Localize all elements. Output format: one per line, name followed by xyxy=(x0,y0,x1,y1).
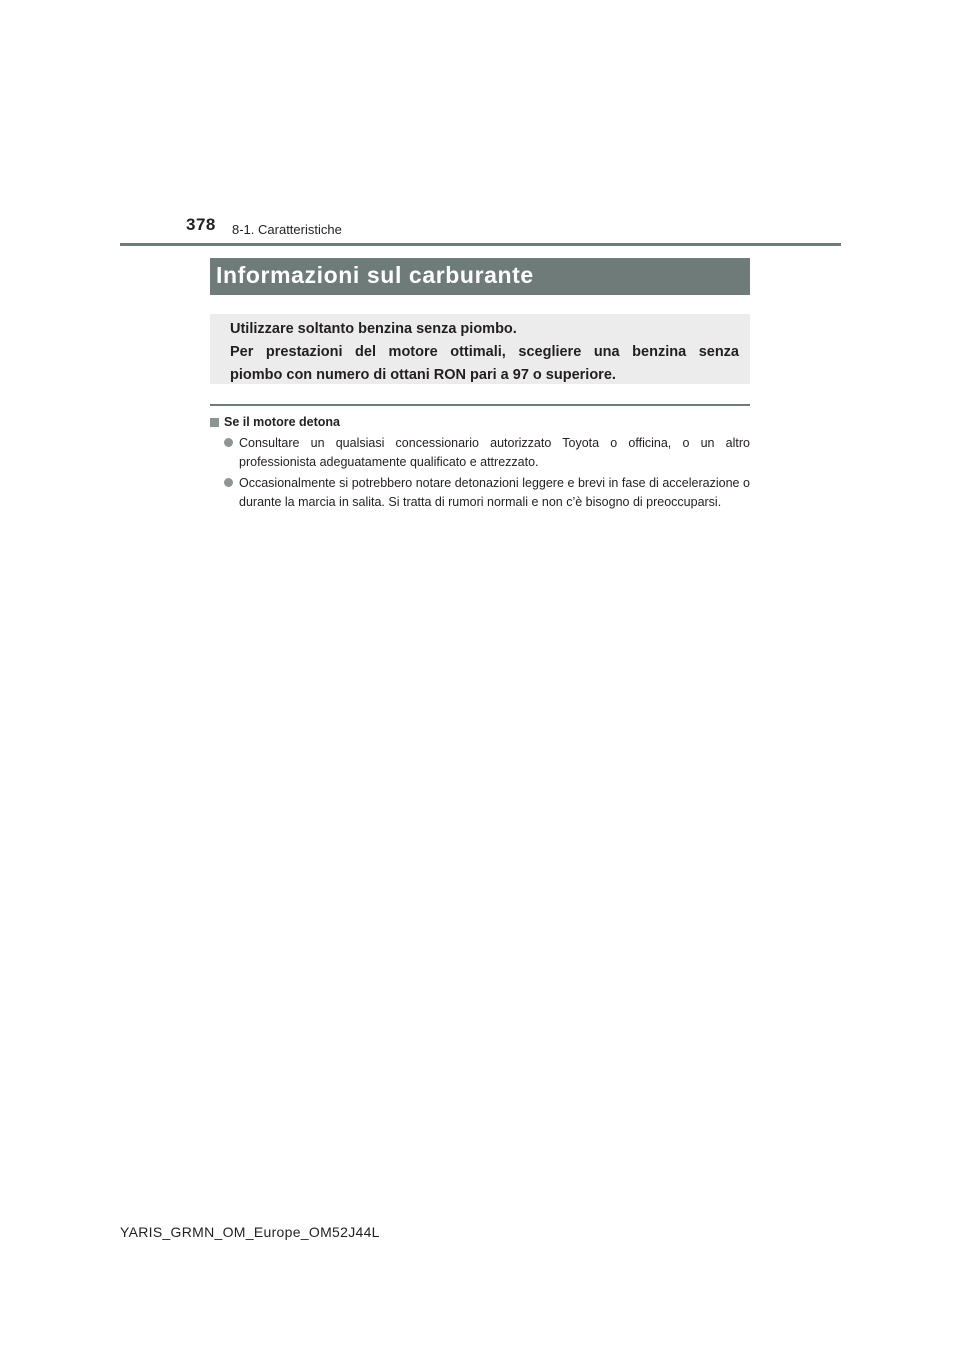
circle-bullet-icon xyxy=(224,438,233,447)
summary-line-1: Utilizzare soltanto benzina senza piombo. xyxy=(230,321,517,337)
content-divider xyxy=(210,404,750,406)
summary-line-2: Per prestazioni del motore ottimali, scegliere una benzina senza xyxy=(230,344,739,360)
header-divider xyxy=(120,243,841,246)
section-title: Informazioni sul carburante xyxy=(210,258,750,295)
page-number: 378 xyxy=(186,215,216,234)
circle-bullet-icon xyxy=(224,478,233,487)
document-footer: YARIS_GRMN_OM_Europe_OM52J44L xyxy=(120,1224,380,1240)
square-bullet-icon xyxy=(210,418,219,427)
list-item xyxy=(224,474,750,512)
list-item xyxy=(224,434,750,472)
summary-line-3: piombo con numero di ottani RON pari a 97 o superiore. xyxy=(230,367,616,383)
topic-heading-text: Se il motore detona xyxy=(224,415,340,429)
list-item-text: Consultare un qualsiasi concessionario autorizzato Toyota o officina, o un altro professionista adeguatamente qualificato e attrezzato. xyxy=(239,436,750,469)
topic-heading xyxy=(210,415,340,429)
summary-box xyxy=(210,314,750,384)
list-item-text: Occasionalmente si potrebbero notare detonazioni leggere e brevi in fase di accelerazione o durante la marcia in salita. Si tratta di rumori normali e non c’è bisogno di preoccuparsi. xyxy=(239,476,750,509)
section-label: 8-1. Caratteristiche xyxy=(232,222,342,237)
